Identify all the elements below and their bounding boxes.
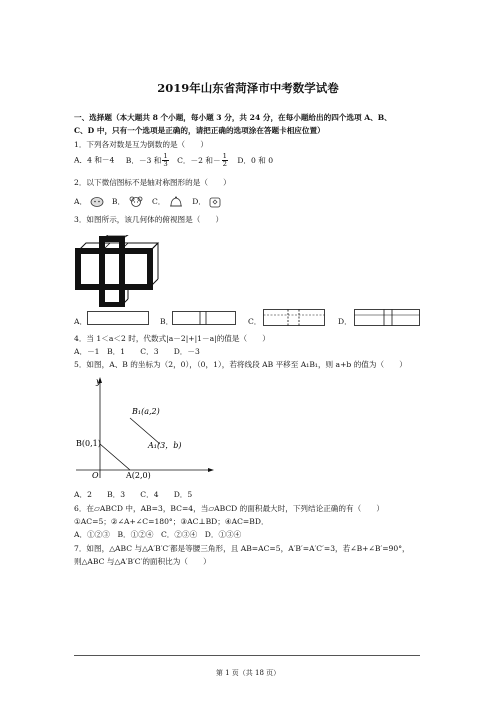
q5-stem: 5．如图，A、B 的坐标为（2，0），（0，1），若将线段 AB 平移至 A₁B₁，则 a+b 的值为（ ） xyxy=(74,360,407,369)
q1-option-d: D．0 和 0 xyxy=(237,155,274,165)
q3-option-d-figure xyxy=(354,309,420,326)
q3-option-c: C． xyxy=(248,317,262,326)
q7-stem-line2: 则△ABC 与△A′B′C′的面积比为（ ） xyxy=(74,557,211,566)
q3-option-a-figure xyxy=(87,311,149,325)
wechat-icon-c xyxy=(168,196,184,208)
q2-option-b: B． xyxy=(111,197,126,206)
q3-solid-figure xyxy=(74,235,166,307)
q4-stem: 4．当 1＜a＜2 时，代数式|a－2|+|1－a|的值是（ ） xyxy=(74,334,270,343)
q6-stem: 6．在▱ABCD 中，AB=3，BC=4，当▱ABCD 的面积最大时，下列结论正确的有（ ） xyxy=(74,504,384,513)
q4-options: A．－1 B．1 C．3 D．－3 xyxy=(74,347,200,356)
segment-ab xyxy=(100,444,130,470)
q1-c-numerator: 1 xyxy=(222,152,227,160)
q1-option-c: C．－2 和－ xyxy=(177,155,221,165)
q3-option-b-figure xyxy=(172,311,236,325)
q1-c-denominator: 2 xyxy=(222,160,227,168)
q3-stem: 3．如图所示，该几何体的俯视图是（ ） xyxy=(74,215,224,224)
q1-option-c-fraction xyxy=(222,153,228,168)
q1-stem: 1．下列各对数是互为倒数的是（ ） xyxy=(74,140,208,149)
point-b1-label: B₁(a,2) xyxy=(132,407,160,416)
point-a1-label: A₁(3，b) xyxy=(148,441,182,450)
footer-divider xyxy=(74,655,420,656)
q3-option-c-figure xyxy=(263,309,325,326)
q6-items: ①AC=5；②∠A+∠C=180°；③AC⊥BD；④AC=BD． xyxy=(74,517,269,526)
q3-option-b: B． xyxy=(160,317,174,326)
q1-b-numerator: 1 xyxy=(163,152,168,160)
q5-options: A．2 B．3 C．4 D．5 xyxy=(74,490,193,499)
wechat-icon-b xyxy=(128,196,144,208)
q2-options xyxy=(74,196,222,208)
origin-label: O xyxy=(92,471,99,480)
q1-b-denominator: 3 xyxy=(163,160,168,168)
wechat-icon-a xyxy=(90,196,104,208)
y-axis-label: y xyxy=(96,377,101,386)
q2-option-c: C． xyxy=(151,197,166,206)
section-heading-line2: C、D 中，只有一个选项是正确的，请把正确的选项涂在答题卡相应位置） xyxy=(74,126,325,135)
q2-option-d: D． xyxy=(192,197,206,206)
q1-option-b: B．－3 和 xyxy=(125,155,162,165)
wechat-icon-d xyxy=(208,196,222,208)
point-a-label: A(2,0) xyxy=(126,471,151,480)
section-heading-line1: 一、选择题（本大题共 8 个小题，每小题 3 分，共 24 分，在每小题给出的四个选项 A、B、 xyxy=(74,113,392,122)
q3-option-a: A． xyxy=(74,317,88,326)
exam-title: 2019年山东省菏泽市中考数学试卷 xyxy=(157,81,339,95)
q1-option-a: A．4 和－4 xyxy=(74,155,115,165)
q3-option-d: D． xyxy=(338,317,352,326)
point-b-label: B(0,1) xyxy=(76,439,101,448)
q5-coordinate-figure xyxy=(74,374,224,484)
q7-stem-line1: 7．如图，△ABC 与△A′B′C′都是等腰三角形，且 AB=AC=5，A′B′=A′C′=3，若∠B+∠B′=90°， xyxy=(74,544,410,553)
q2-stem: 2．以下微信图标不是轴对称图形的是（ ） xyxy=(74,178,231,187)
page-footer: 第 1 页（共 18 页） xyxy=(215,669,281,677)
q1-options xyxy=(74,153,273,168)
q6-options: A．①②③ B．①②④ C．②③④ D．①③④ xyxy=(74,530,242,539)
q1-option-b-fraction xyxy=(162,153,168,168)
q2-option-a: A． xyxy=(74,197,88,206)
